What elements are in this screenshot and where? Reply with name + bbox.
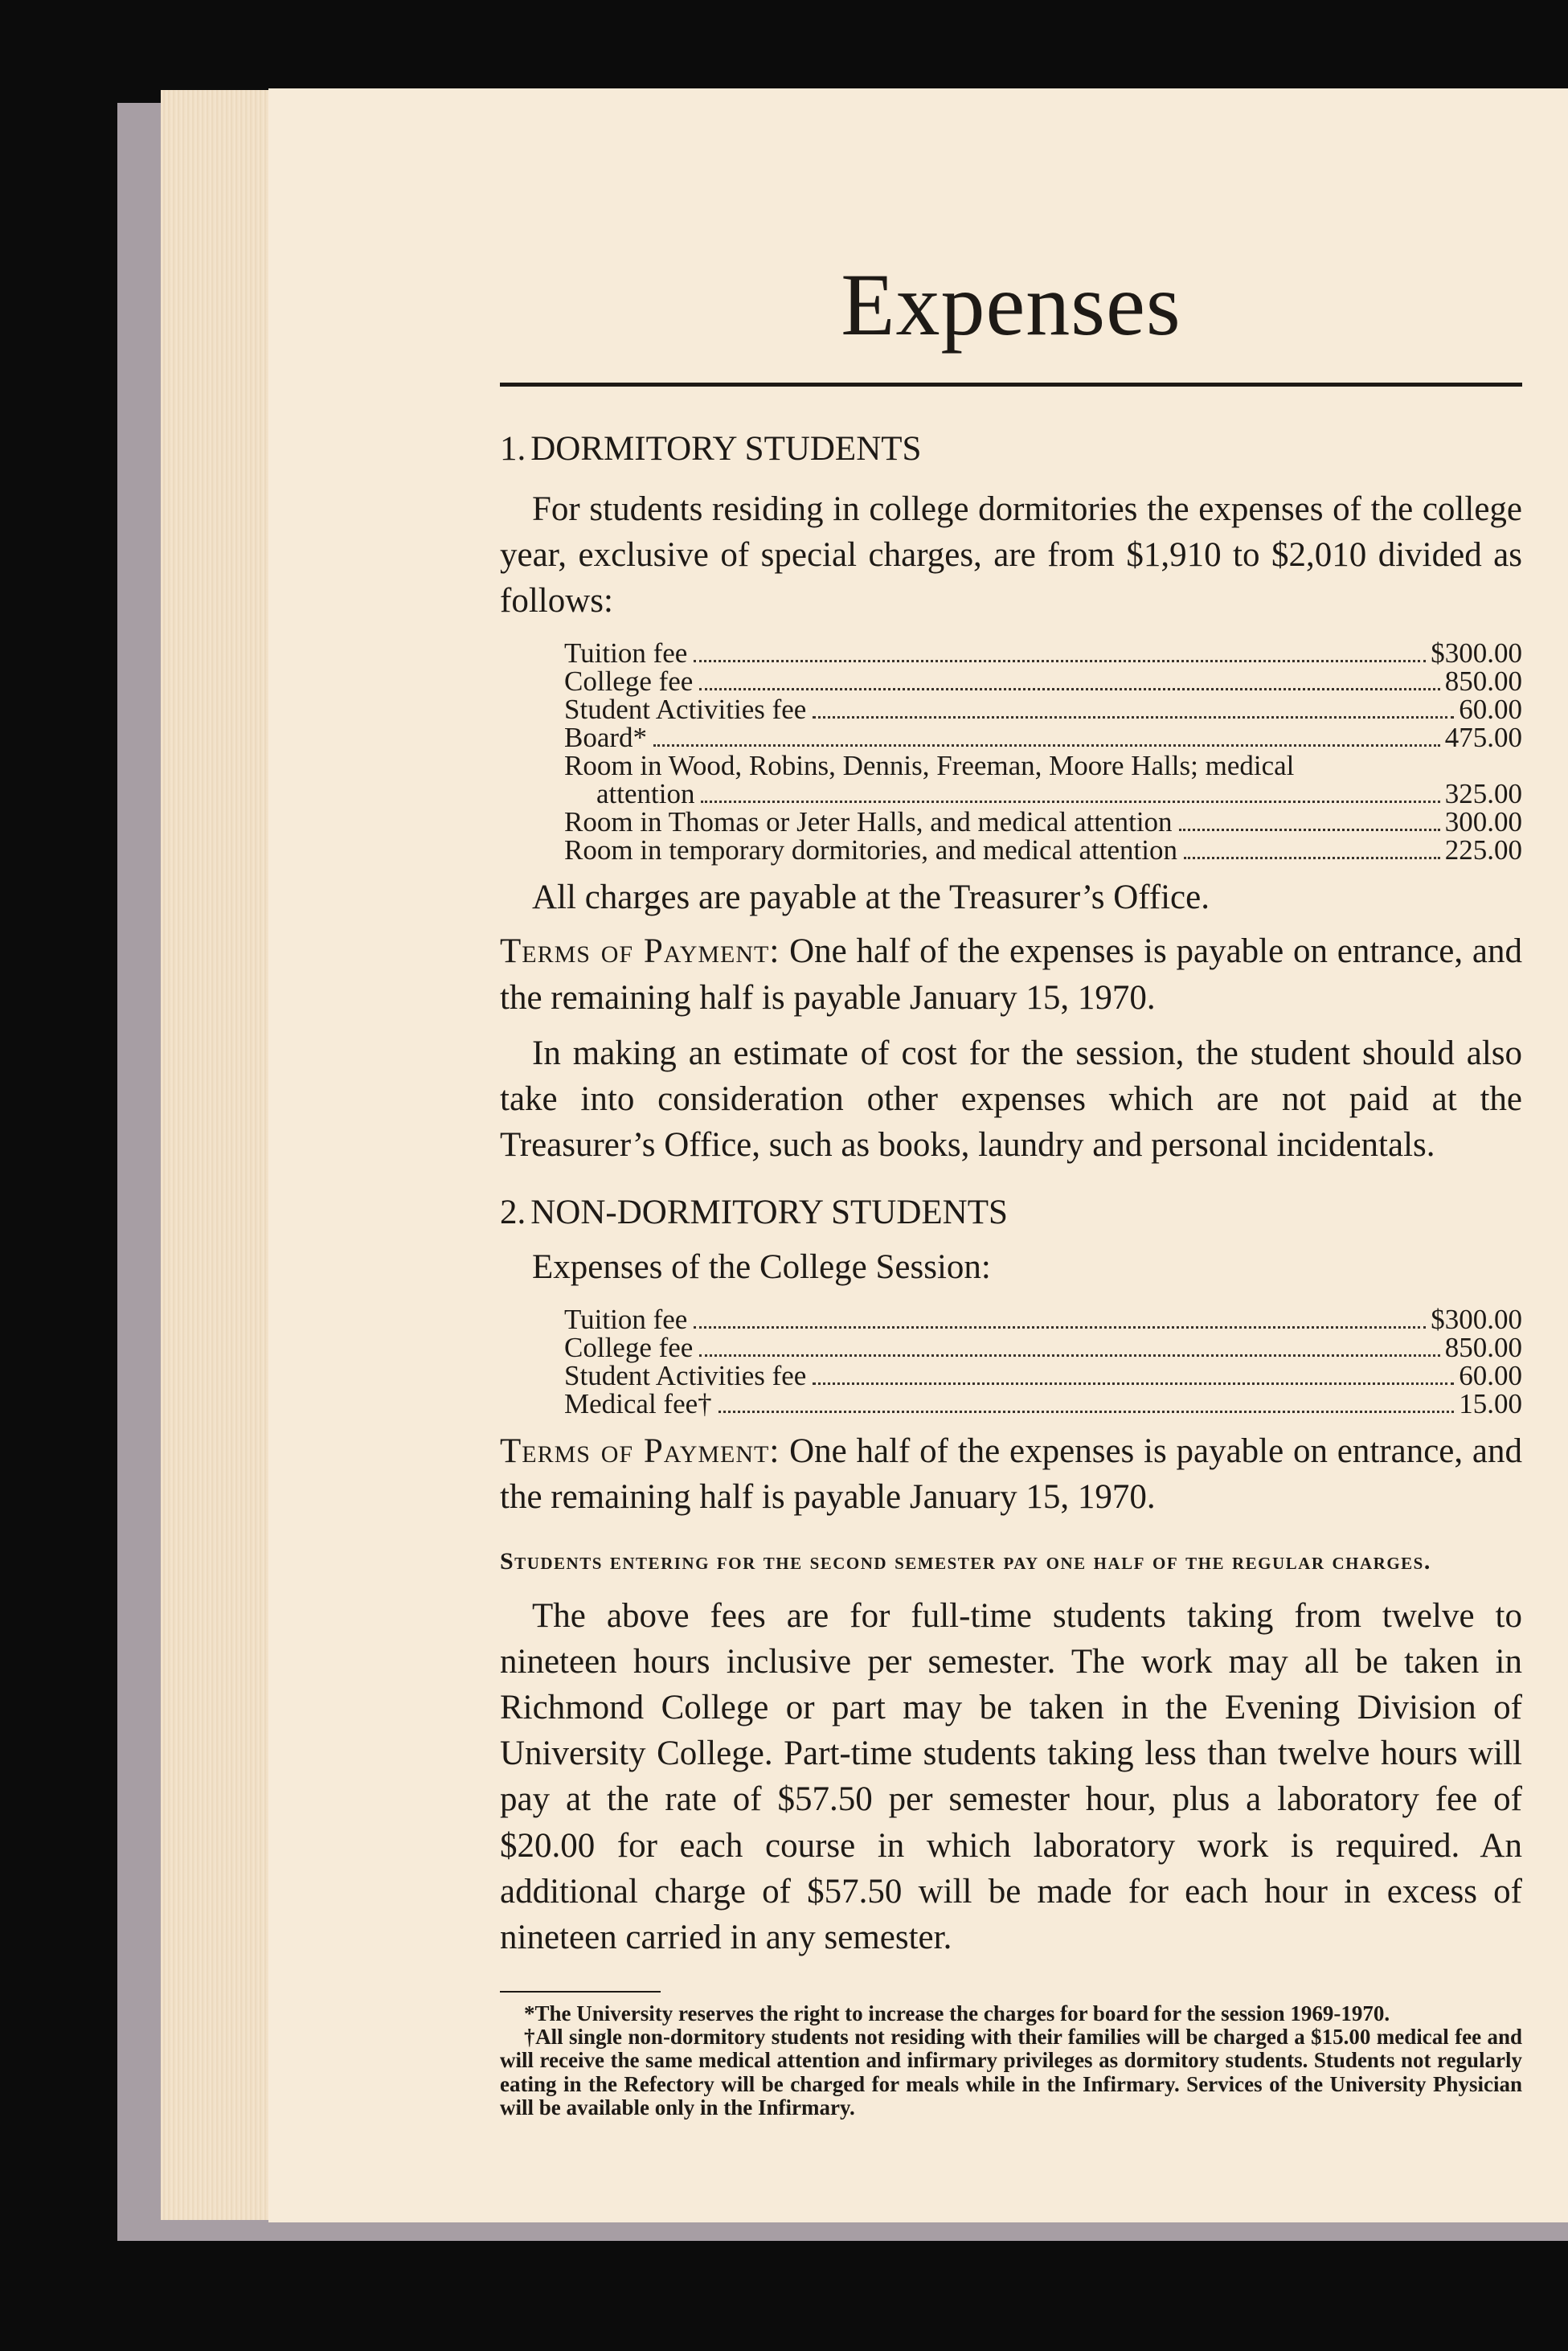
terms-of-payment bbox=[500, 1428, 1522, 1520]
fee-label: Room in temporary dormitories, and medical attention bbox=[564, 834, 1178, 866]
leader-dots bbox=[699, 1354, 1439, 1357]
leader-dots bbox=[699, 688, 1439, 690]
fee-label-line2: attention bbox=[596, 778, 695, 810]
leader-dots bbox=[1184, 857, 1440, 859]
fee-amount: 60.00 bbox=[1459, 694, 1522, 726]
fee-label: Student Activities fee bbox=[564, 1359, 807, 1391]
section-title: DORMITORY STUDENTS bbox=[530, 430, 922, 468]
title-rule bbox=[500, 383, 1522, 387]
fee-label: Medical fee† bbox=[564, 1387, 712, 1419]
non-dormitory-fee-list bbox=[564, 1305, 1522, 1417]
fee-amount: 475.00 bbox=[1444, 722, 1522, 754]
fee-row bbox=[564, 1361, 1522, 1389]
fee-label: Tuition fee bbox=[564, 1303, 688, 1335]
footnote-rule bbox=[500, 1991, 661, 1993]
terms-label: Terms of Payment: bbox=[500, 932, 780, 971]
leader-dots bbox=[813, 1382, 1454, 1385]
fee-amount: $300.00 bbox=[1431, 1303, 1522, 1335]
fee-row bbox=[564, 666, 1522, 698]
fee-row bbox=[564, 1333, 1522, 1361]
estimate-paragraph: In making an estimate of cost for the session, the student should also take into consideration other expenses which are not paid at the Treasurer’s Office, such as books, laundry and personal incidentals. bbox=[500, 1034, 1522, 1165]
fee-amount: 300.00 bbox=[1444, 806, 1522, 838]
fee-amount: 15.00 bbox=[1459, 1387, 1522, 1419]
leader-dots bbox=[1179, 829, 1440, 831]
fee-row bbox=[564, 722, 1522, 754]
page-edges bbox=[161, 90, 273, 2220]
section-heading-non-dormitory bbox=[500, 1192, 1522, 1234]
section-heading-dormitory bbox=[500, 428, 1522, 470]
footnote-medical: †All single non-dormitory students not residing with their families will be charged a $15.00 medical fee and will receive the same medical attention and infirmary privileges as dormitory students. Students not regularly eating in the Refectory will be charged for meals while in the Infirmary. Services of the University Physician will be available only in the Infirmary. bbox=[500, 2025, 1522, 2120]
terms-of-payment bbox=[500, 928, 1522, 1020]
fee-label: Student Activities fee bbox=[564, 694, 807, 726]
leader-dots bbox=[694, 660, 1426, 662]
fee-row bbox=[564, 1305, 1522, 1333]
fee-label-line1: Room in Wood, Robins, Dennis, Freeman, Moore Halls; medical bbox=[564, 750, 1295, 782]
terms-label: Terms of Payment: bbox=[500, 1431, 780, 1470]
page-content bbox=[500, 256, 1522, 2120]
fee-label: Board* bbox=[564, 722, 648, 754]
terms-text: One half of the expenses is payable on entrance, and the remaining half is payable January 15, 1970. bbox=[500, 1431, 1522, 1516]
fee-label: Tuition fee bbox=[564, 637, 688, 670]
fee-amount: $300.00 bbox=[1431, 637, 1522, 670]
second-semester-notice: Students entering for the second semester pay one half of the regular charges. bbox=[500, 1548, 1431, 1575]
section-number: 2. bbox=[500, 1194, 526, 1232]
book-page bbox=[268, 88, 1568, 2222]
fee-label: College fee bbox=[564, 666, 694, 698]
fee-amount: 850.00 bbox=[1444, 666, 1522, 698]
fee-row-wrapped bbox=[564, 750, 1522, 810]
dormitory-fee-list bbox=[564, 637, 1522, 866]
fee-label: College fee bbox=[564, 1331, 694, 1363]
fee-row bbox=[564, 806, 1522, 838]
fee-row bbox=[564, 1389, 1522, 1417]
leader-dots bbox=[718, 1411, 1455, 1413]
fee-label: Room in Thomas or Jeter Halls, and medical attention bbox=[564, 806, 1173, 838]
fee-row bbox=[564, 834, 1522, 866]
leader-dots bbox=[653, 744, 1440, 747]
fee-row bbox=[564, 637, 1522, 670]
leader-dots bbox=[701, 801, 1439, 803]
leader-dots bbox=[694, 1326, 1426, 1329]
leader-dots bbox=[813, 716, 1454, 719]
payable-note: All charges are payable at the Treasurer’s Office. bbox=[532, 879, 1210, 917]
section-title: NON-DORMITORY STUDENTS bbox=[530, 1194, 1008, 1232]
fee-amount: 225.00 bbox=[1444, 834, 1522, 866]
fee-amount: 325.00 bbox=[1444, 778, 1522, 810]
dormitory-intro: For students residing in college dormitories the expenses of the college year, exclusive of special charges, are from $1,910 to $2,010 divided as follows: bbox=[500, 489, 1522, 620]
fee-row bbox=[564, 694, 1522, 726]
section-number: 1. bbox=[500, 430, 526, 468]
footnote-board: *The University reserves the right to increase the charges for board for the session 1969-1970. bbox=[524, 2001, 1390, 2026]
session-subheading: Expenses of the College Session: bbox=[532, 1247, 991, 1286]
terms-text: One half of the expenses is payable on entrance, and the remaining half is payable January 15, 1970. bbox=[500, 932, 1522, 1017]
fee-amount: 850.00 bbox=[1444, 1331, 1522, 1363]
fee-amount: 60.00 bbox=[1459, 1359, 1522, 1391]
fulltime-paragraph: The above fees are for full-time students taking from twelve to nineteen hours inclusive per semester. The work may all be taken in Richmond College or part may be taken in the Evening Division of University College. Part-time students taking less than twelve hours will pay at the rate of $57.50 per semester hour, plus a laboratory fee of $20.00 for each course in which laboratory work is required. An additional charge of $57.50 will be made for each hour in excess of nineteen carried in any semester. bbox=[500, 1596, 1522, 1956]
page-title: Expenses bbox=[841, 256, 1181, 354]
